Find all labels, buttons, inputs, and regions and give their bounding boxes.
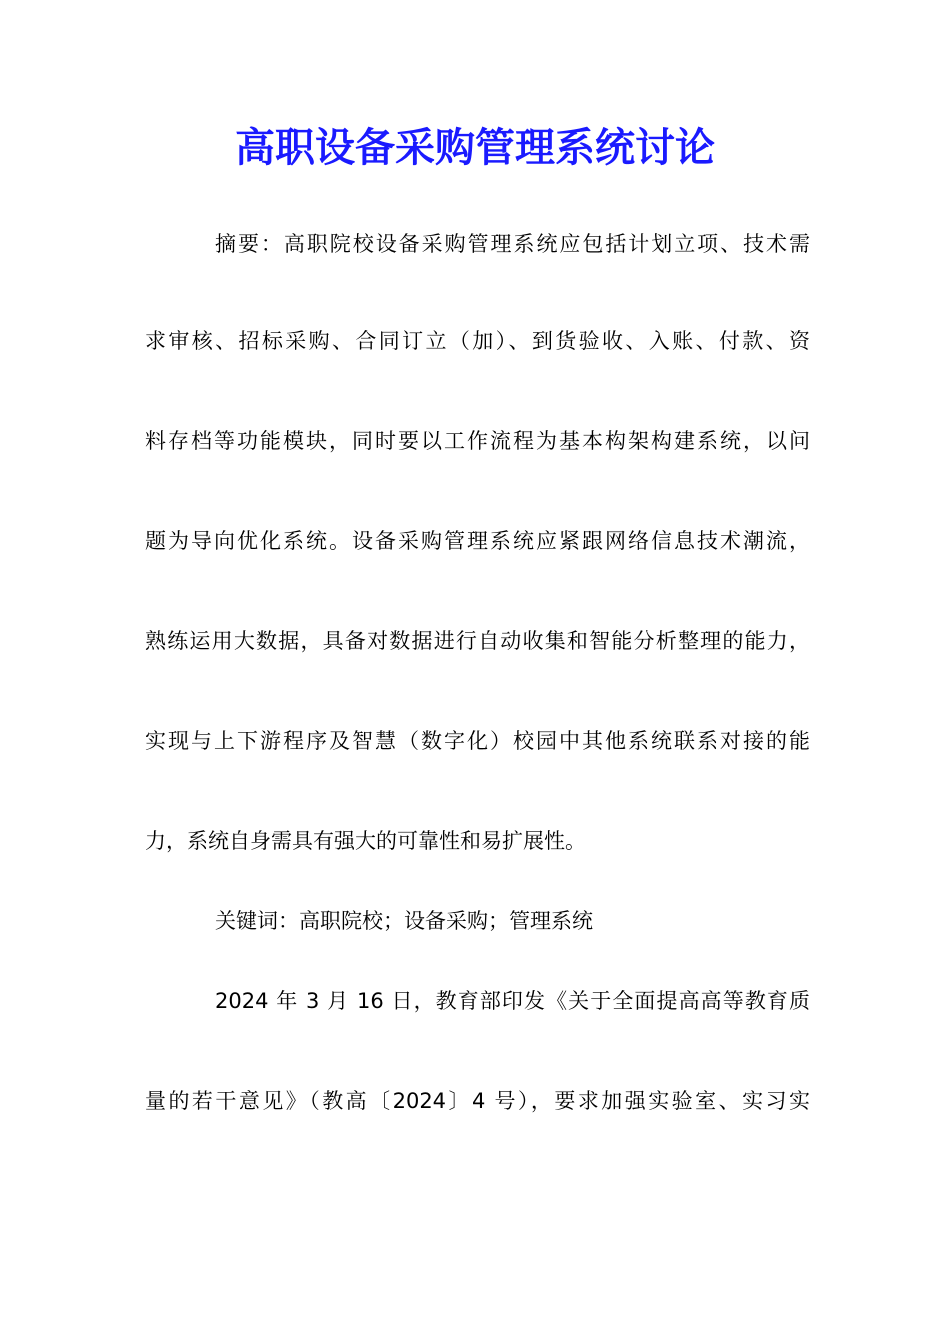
document-title: 高职设备采购管理系统讨论 xyxy=(235,124,715,171)
abstract-line-6: 实现与上下游程序及智慧（数字化）校园中其他系统联系对接的能 xyxy=(145,729,810,753)
body-line-1: 2024 年 3 月 16 日，教育部印发《关于全面提高高等教育质 xyxy=(215,989,810,1013)
abstract-line-5: 熟练运用大数据，具备对数据进行自动收集和智能分析整理的能力， xyxy=(145,629,810,653)
abstract-line-2: 求审核、招标采购、合同订立（加）、到货验收、入账、付款、资 xyxy=(145,329,810,353)
abstract-line-1: 摘要：高职院校设备采购管理系统应包括计划立项、技术需 xyxy=(215,232,810,256)
keywords-line: 关键词：高职院校；设备采购；管理系统 xyxy=(215,909,593,933)
abstract-line-3: 料存档等功能模块，同时要以工作流程为基本构架构建系统，以问 xyxy=(145,429,810,453)
abstract-line-7: 力，系统自身需具有强大的可靠性和易扩展性。 xyxy=(145,829,586,853)
body-line-2: 量的若干意见》（教高〔2024〕4 号），要求加强实验室、实习实 xyxy=(145,1089,810,1113)
abstract-line-4: 题为导向优化系统。设备采购管理系统应紧跟网络信息技术潮流， xyxy=(145,529,810,553)
